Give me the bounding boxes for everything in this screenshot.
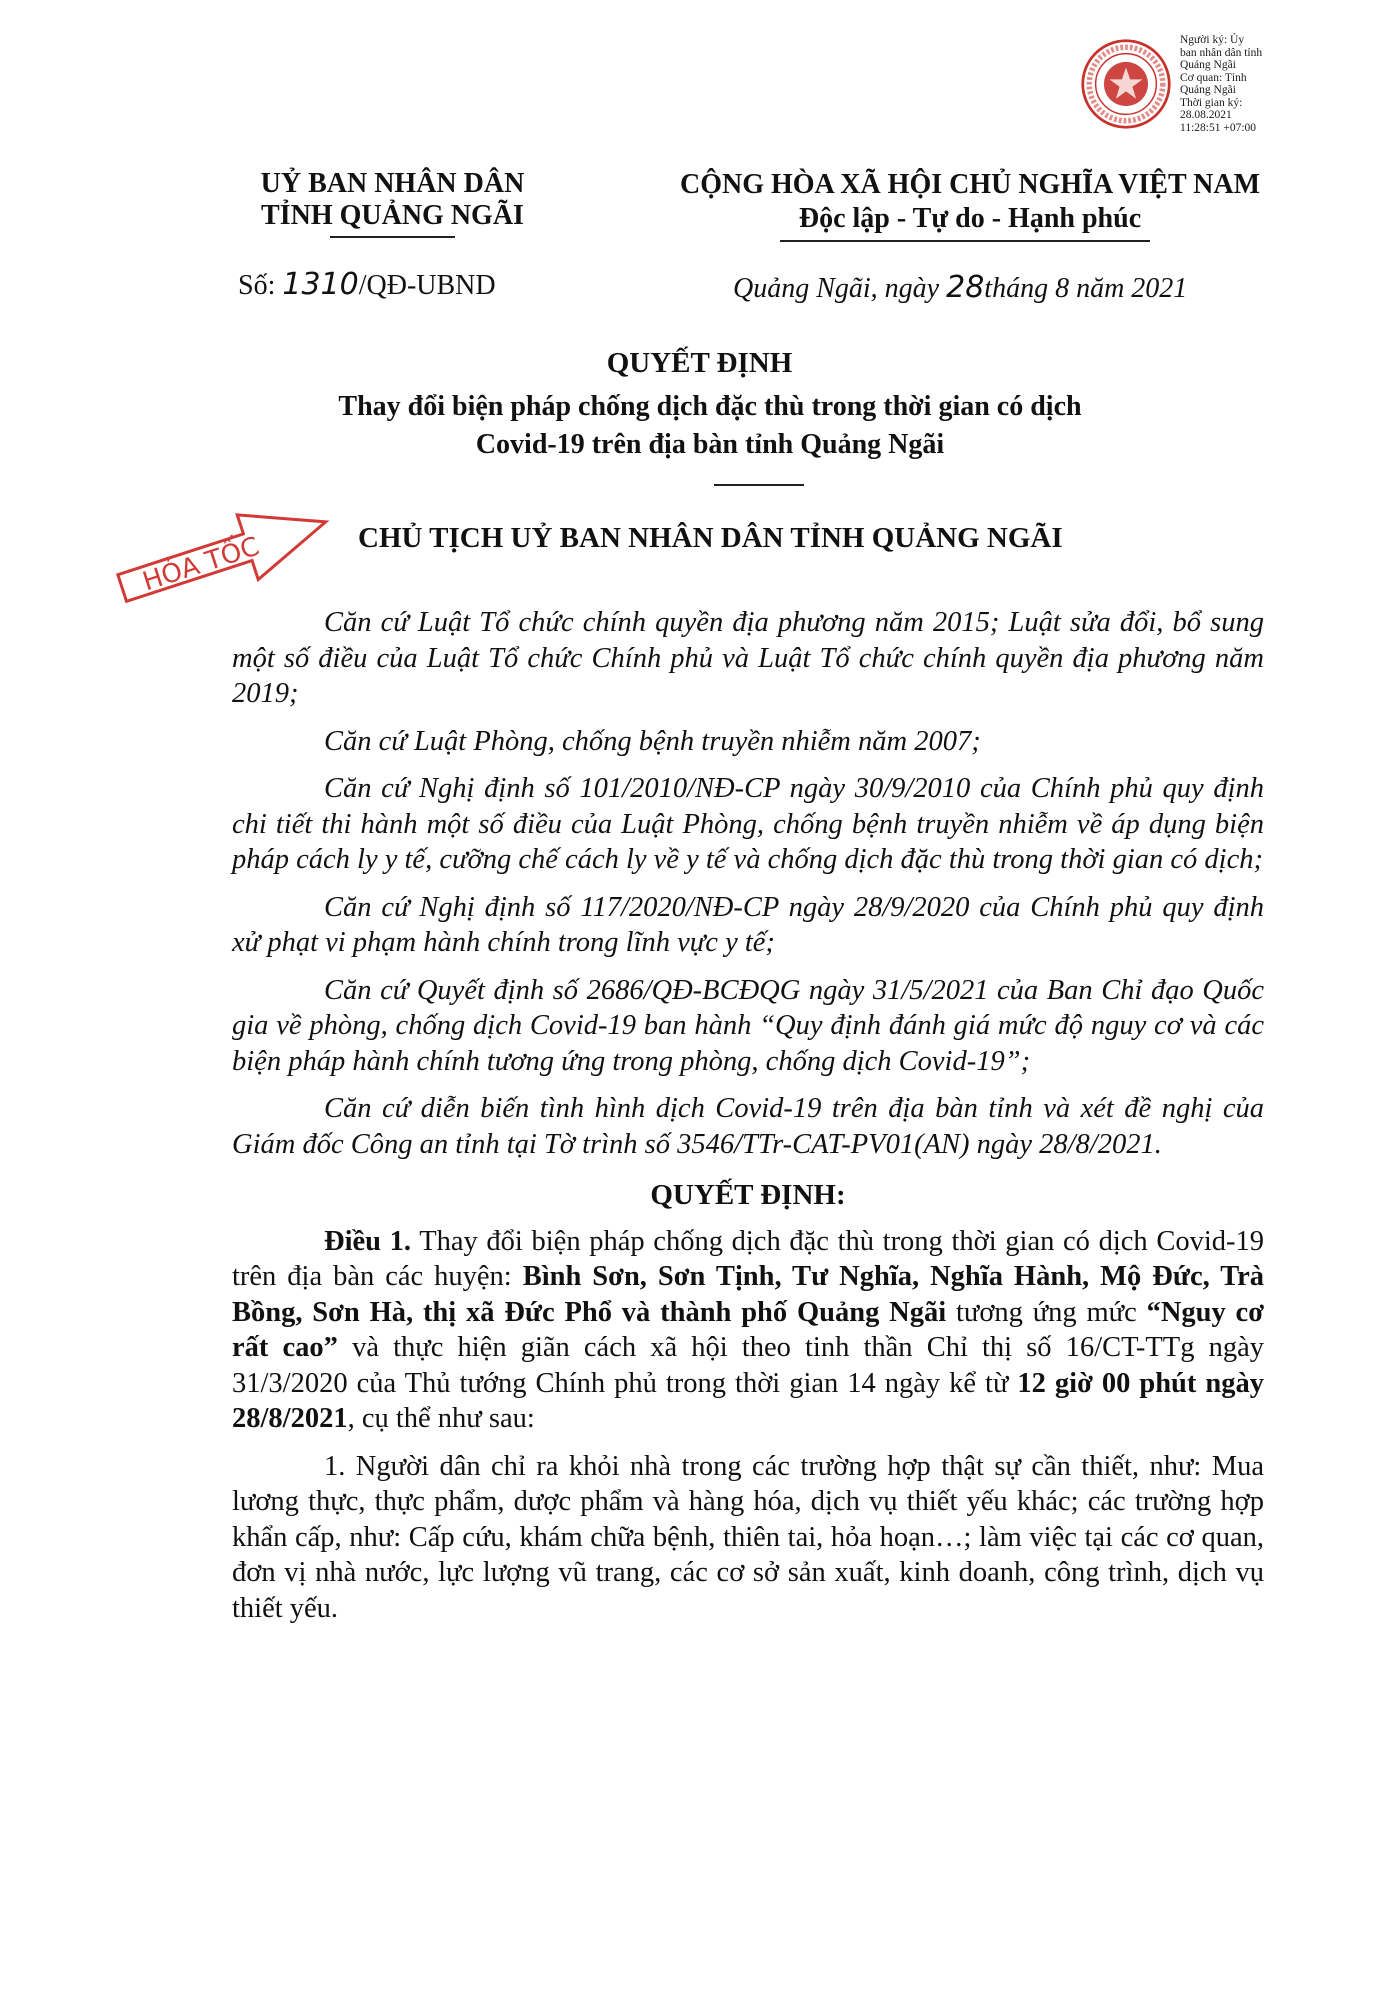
agency-line: TỈNH QUẢNG NGÃI	[261, 200, 524, 231]
legal-basis: Căn cứ Quyết định số 2686/QĐ-BCĐQG ngày 31/5/2021 của Ban Chỉ đạo Quốc gia về phòng, chống dịch Covid-19 ban hành “Quy định đánh giá mức độ nguy cơ và các biện pháp hành chính tương ứng trong phòng, chống dịch Covid-19”;	[232, 974, 1264, 1077]
divider	[714, 484, 804, 486]
subtitle-line: Thay đổi biện pháp chống dịch đặc thù trong thời gian có dịch	[338, 391, 1082, 422]
article-text: Thay đổi biện pháp chống dịch đặc thù trong thời gian có dịch Covid-19 trên địa bàn các huyện:	[232, 1225, 1265, 1292]
document-title: QUYẾT ĐỊNH	[606, 347, 793, 379]
signature-line: 28.08.2021	[1180, 109, 1232, 121]
article-text: và thực hiện giãn cách xã hội theo tinh thần Chỉ thị số 16/CT-TTg ngày 31/3/2020 của Thủ tướng Chính phủ trong thời gian 14 ngày kể từ	[232, 1332, 1265, 1399]
document-subtitle	[290, 388, 1130, 464]
date-suffix: tháng 8 năm 2021	[984, 273, 1188, 304]
agency-line: UỶ BAN NHÂN DÂN	[260, 168, 525, 199]
number-prefix: Số:	[238, 270, 283, 301]
document-body	[232, 605, 1264, 1638]
article-text: , cụ thể như sau:	[347, 1403, 535, 1434]
signature-line: Người ký: Ủy	[1180, 34, 1245, 46]
national-motto: Độc lập - Tự do - Hạnh phúc	[798, 203, 1142, 234]
stamp-text: HỎA TỐC	[139, 531, 264, 598]
legal-basis: Căn cứ Luật Phòng, chống bệnh truyền nhiễm năm 2007;	[324, 725, 981, 757]
number-suffix: /QĐ-UBND	[358, 270, 496, 301]
signature-line: 11:28:51 +07:00	[1180, 121, 1257, 134]
urgent-stamp-icon	[95, 462, 355, 622]
clause-1: 1. Người dân chỉ ra khỏi nhà trong các trường hợp thật sự cần thiết, như: Mua lương thực, thực phẩm, dược phẩm và hàng hóa, dịch vụ thiết yếu khác; các trường hợp khẩn cấp, như: Cấp cứu, khám chữa bệnh, thiên tai, hỏa hoạn…; làm việc tại các cơ quan, đơn vị nhà nước, lực lượng vũ trang, các cơ sở sản xuất, kinh doanh, công trình, dịch vụ thiết yếu.	[232, 1450, 1264, 1624]
document-number	[238, 267, 496, 302]
official-seal-icon	[1080, 38, 1172, 130]
article-text: tương ứng mức	[946, 1296, 1147, 1328]
article-risk-level: “Nguy cơ rất cao”	[232, 1296, 1264, 1363]
divider	[780, 240, 1150, 242]
legal-basis: Căn cứ diễn biến tình hình dịch Covid-19 trên địa bàn tỉnh và xét đề nghị của Giám đốc Công an tỉnh tại Tờ trình số 3546/TTr-CAT-PV01(AN) ngày 28/8/2021.	[232, 1093, 1264, 1160]
subtitle-line: Covid-19 trên địa bàn tỉnh Quảng Ngãi	[475, 429, 945, 460]
legal-basis: Căn cứ Luật Tổ chức chính quyền địa phương năm 2015; Luật sửa đổi, bổ sung một số điều của Luật Tổ chức Chính phủ và Luật Tổ chức chính quyền địa phương năm 2019;	[232, 607, 1264, 709]
legal-basis: Căn cứ Nghị định số 101/2010/NĐ-CP ngày 30/9/2010 của Chính phủ quy định chi tiết thi hành một số điều của Luật Phòng, chống bệnh truyền nhiễm về áp dụng biện pháp cách ly y tế, cưỡng chế cách ly về y tế và chống dịch đặc thù trong thời gian có dịch;	[232, 773, 1264, 875]
article-label: Điều 1.	[324, 1225, 412, 1257]
signature-line: ban nhân dân tỉnh	[1180, 46, 1263, 59]
signature-line: Quảng Ngãi	[1180, 59, 1236, 71]
signature-line: Thời gian ký:	[1180, 96, 1243, 109]
handwritten-number: 1310	[282, 267, 359, 302]
article-1	[232, 1224, 1264, 1437]
signature-line: Quảng Ngãi	[1180, 84, 1236, 96]
signature-line: Cơ quan: Tỉnh	[1180, 71, 1247, 84]
legal-basis: Căn cứ Nghị định số 117/2020/NĐ-CP ngày 28/9/2020 của Chính phủ quy định xử phạt vi phạm hành chính trong lĩnh vực y tế;	[232, 891, 1264, 958]
digital-signature-info	[1180, 34, 1330, 134]
place-and-date	[733, 270, 1187, 305]
article-districts: Bình Sơn, Sơn Tịnh, Tư Nghĩa, Nghĩa Hành, Mộ Đức, Trà Bồng, Sơn Hà, thị xã Đức Phổ và thành phố Quảng Ngãi	[232, 1261, 1265, 1328]
country-name: CỘNG HÒA XÃ HỘI CHỦ NGHĨA VIỆT NAM	[679, 169, 1261, 200]
article-start-time: 12 giờ 00 phút ngày 28/8/2021	[232, 1367, 1264, 1434]
decision-heading: QUYẾT ĐỊNH:	[650, 1179, 846, 1211]
issuer-title: CHỦ TỊCH UỶ BAN NHÂN DÂN TỈNH QUẢNG NGÃI	[358, 522, 1063, 554]
issuing-agency	[200, 168, 585, 232]
divider	[330, 236, 455, 238]
national-title	[600, 168, 1340, 236]
handwritten-day: 28	[946, 270, 985, 305]
date-prefix: Quảng Ngãi, ngày	[733, 273, 947, 304]
